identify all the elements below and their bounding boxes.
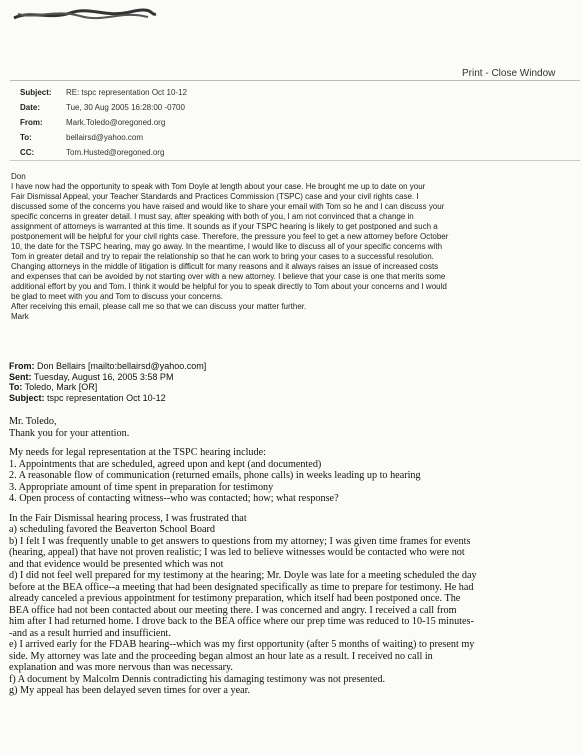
body-line: After receiving this email, please call me so that we can discuss your matter further. bbox=[11, 302, 307, 311]
frustration-line: BEA office had not been contacted about our meeting there. I was concerned and angry. I received a call from bbox=[9, 604, 457, 616]
frustration-line: side. My attorney was late and the proceeding began almost an hour late as a result. I received no call in bbox=[9, 650, 433, 662]
frustration-line: and that evidence would be presented which was not bbox=[9, 558, 224, 570]
body-line: specific concerns in greater detail. I must say, after speaking with both of you, I am not convinced that a change in bbox=[11, 212, 414, 221]
from-value[interactable]: Mark.Toledo@oregoned.org bbox=[66, 118, 166, 127]
fwd-subject-value: tspc representation Oct 10-12 bbox=[47, 392, 166, 403]
frustration-line: explanation and was more nervous than was necessary. bbox=[9, 662, 233, 673]
frustration-line: already canceled a previous appointment for testimony preparation, which itself had been postponed once. The bbox=[9, 593, 461, 604]
email-body bbox=[11, 172, 581, 322]
letter-thanks: Thank you for your attention. bbox=[9, 427, 130, 439]
needs-item: 2. A reasonable flow of communication (returned emails, phone calls) in weeks leading up to hearing bbox=[9, 470, 421, 481]
subject-value: RE: tspc representation Oct 10-12 bbox=[66, 88, 187, 97]
to-value[interactable]: bellairsd@yahoo.com bbox=[66, 133, 144, 142]
frustration-line: f) A document by Malcolm Dennis contradicting his damaging testimony was not presented. bbox=[9, 673, 386, 685]
fwd-from-row bbox=[9, 361, 206, 372]
print-close-links bbox=[462, 68, 555, 79]
from-label: From: bbox=[20, 118, 43, 127]
fwd-to-row bbox=[9, 382, 206, 393]
cc-label: CC: bbox=[20, 148, 35, 157]
forwarded-header bbox=[9, 361, 206, 403]
body-line: be glad to meet with you and Tom to discuss your concerns. bbox=[11, 292, 223, 301]
body-line: and expenses that can be avoided by not starting over with a new attorney. I believe that your case is one that merits some bbox=[11, 272, 446, 281]
body-line: postponement will be helpful for your civil rights case. Therefore, the pressure you feel to get a new attorney before October bbox=[11, 232, 449, 241]
letter-body bbox=[9, 416, 581, 697]
frustration-intro: In the Fair Dismissal hearing process, I was frustrated that bbox=[9, 512, 247, 524]
fwd-from-label: From: bbox=[9, 361, 35, 371]
date-value: Tue, 30 Aug 2005 16:28:00 -0700 bbox=[66, 103, 185, 112]
needs-item: 4. Open process of contacting witness--who was contacted; how; what response? bbox=[9, 493, 339, 504]
body-line: Mark bbox=[11, 312, 29, 321]
body-line: additional effort by you and Tom. I think it would be helpful for you to speak directly to Tom about your concerns and I would bbox=[11, 282, 447, 291]
to-label: To: bbox=[20, 133, 32, 142]
body-line: I have now had the opportunity to speak with Tom Doyle at length about your case. He brought me up to date on your bbox=[11, 182, 426, 191]
fwd-subject-label: Subject: bbox=[9, 392, 45, 403]
frustration-line: (hearing, appeal) that have not proven realistic; I was led to believe witnesses would be contacted who were not bbox=[9, 547, 465, 558]
frustration-line: b) I felt I was frequently unable to get answers to questions from my attorney; I was given time frames for events bbox=[9, 535, 471, 547]
fwd-from-value: Don Bellairs [mailto:bellairsd@yahoo.com] bbox=[37, 361, 207, 371]
frustration-line: before at the BEA office--a meeting that had been designated specifically as time to prepare for testimony. He had bbox=[9, 581, 474, 593]
cc-value[interactable]: Tom.Husted@oregoned.org bbox=[66, 148, 165, 157]
letter-greeting: Mr. Toledo, bbox=[9, 416, 57, 427]
fwd-to-value: Toledo, Mark [OR] bbox=[24, 382, 98, 392]
print-link[interactable]: Print bbox=[462, 68, 483, 79]
body-line: Don bbox=[11, 172, 26, 181]
frustration-line: e) I arrived early for the FDAB hearing--which was my first opportunity (after 5 months of waiting) to present my bbox=[9, 639, 475, 650]
frustration-line: -and as a result hurried and insufficient. bbox=[9, 627, 171, 639]
body-divider bbox=[10, 160, 580, 161]
needs-item: 1. Appointments that are scheduled, agreed upon and kept (and documented) bbox=[9, 458, 322, 470]
frustration-line: g) My appeal has been delayed seven times for over a year. bbox=[9, 685, 251, 696]
body-line: Tom in greater detail and try to repair the relationship so that he can work to bring your cases to a successful resolution. bbox=[11, 252, 434, 261]
fwd-sent-row bbox=[9, 372, 206, 383]
fwd-sent-label: Sent: bbox=[9, 371, 32, 382]
frustration-line: d) I did not feel well prepared for my testimony at the hearing; Mr. Doyle was late for a meeting scheduled the day bbox=[9, 570, 477, 581]
link-separator: - bbox=[482, 68, 492, 79]
needs-intro: My needs for legal representation at the TSPC hearing include: bbox=[9, 447, 266, 458]
redacted-logo bbox=[10, 4, 160, 22]
body-line: Fair Dismissal Appeal, your Teacher Standards and Practices Commission (TSPC) case and your civil rights case. I bbox=[11, 192, 419, 201]
fwd-to-label: To: bbox=[9, 382, 23, 392]
body-line: discussed some of the concerns you have raised and would like to share your email with Tom so he and I can discuss your bbox=[11, 202, 445, 211]
header-divider bbox=[10, 80, 580, 81]
needs-item: 3. Appropriate amount of time spent in preparation for testimony bbox=[9, 481, 274, 493]
date-label: Date: bbox=[20, 103, 41, 112]
close-window-link[interactable]: Close Window bbox=[491, 68, 556, 79]
frustration-line: a) scheduling favored the Beaverton School Board bbox=[9, 524, 215, 535]
body-line: 10, the date for the TSPC hearing, may go away. In the meantime, I would like to discuss all of your specific concerns with bbox=[11, 242, 443, 251]
body-line: Changing attorneys in the middle of litigation is difficult for many reasons and it always raises an issue of increased costs bbox=[11, 262, 439, 271]
frustration-line: him after I had returned home. I drove back to the BEA office where our prep time was reduced to 10-15 minutes- bbox=[9, 616, 474, 627]
subject-label: Subject: bbox=[20, 88, 52, 97]
fwd-subject-row bbox=[9, 393, 206, 404]
fwd-sent-value: Tuesday, August 16, 2005 3:58 PM bbox=[33, 371, 174, 382]
body-line: assignment of attorneys is warranted at this time. It sounds as if your TSPC hearing is likely to get postponed and such a bbox=[11, 222, 438, 231]
